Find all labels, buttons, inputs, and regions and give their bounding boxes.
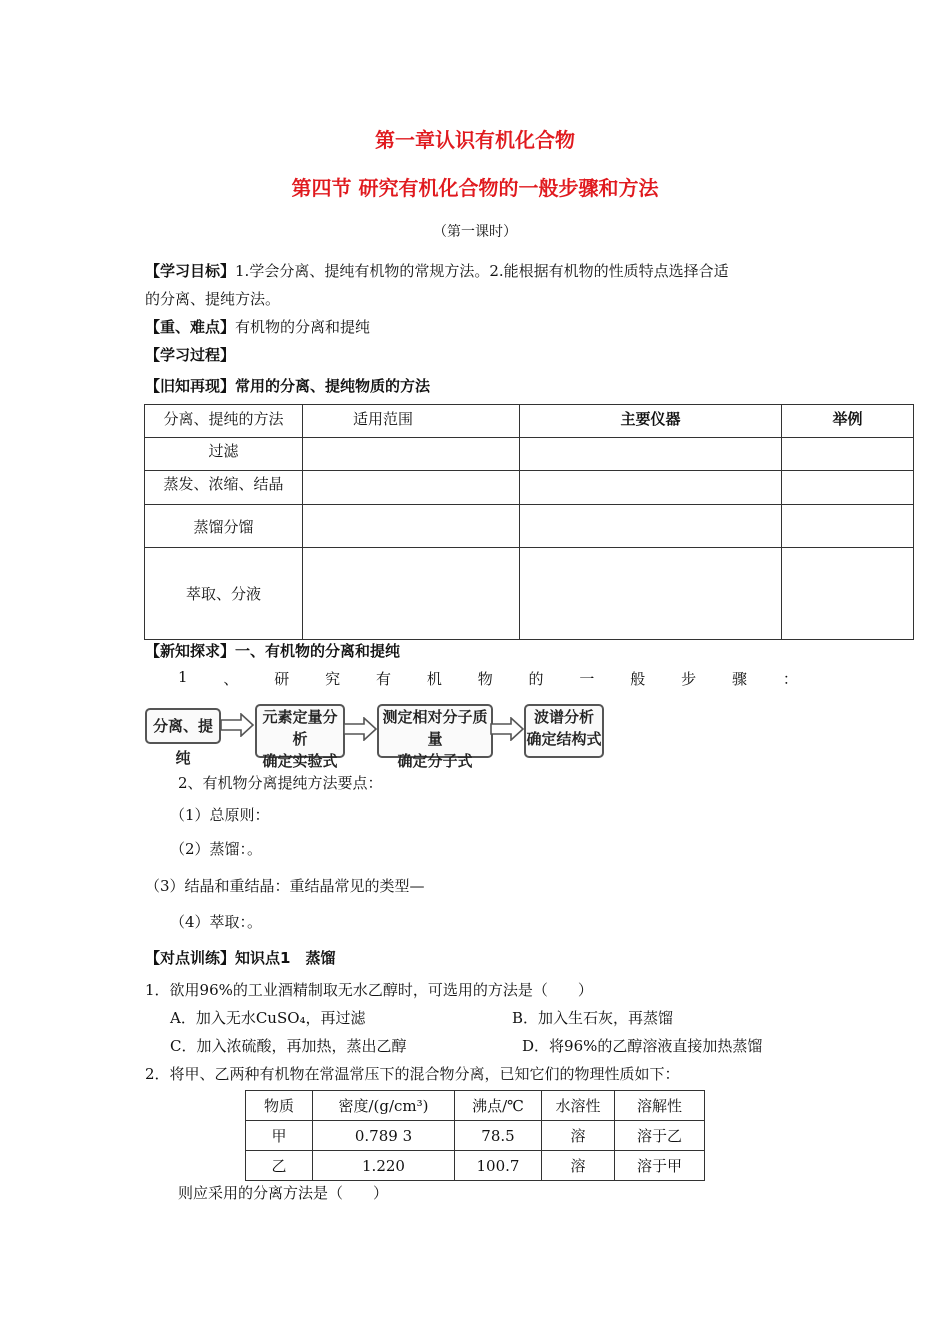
steps-char: 1 [178, 668, 188, 686]
table-row [145, 505, 914, 548]
key-points [145, 316, 370, 337]
review-heading: 【旧知再现】常用的分离、提纯物质的方法 [145, 377, 431, 395]
table-row [145, 438, 914, 471]
arrow-right-icon [219, 713, 255, 737]
cell: 溶 [542, 1121, 615, 1151]
q2-after: 则应采用的分离方法是（ ） [178, 1184, 389, 1202]
q2-stem: 2．将甲、乙两种有机物在常温常压下的混合物分离，已知它们的物理性质如下： [145, 1065, 680, 1083]
col-density: 密度/(g/cm³) [313, 1091, 455, 1121]
flow-step-label: 波谱分析 [533, 708, 594, 726]
q1-option-b: B．加入生石灰，再蒸馏 [512, 1009, 674, 1027]
chapter-title: 第一章认识有机化合物 [375, 128, 575, 152]
point-2-1: （1）总原则： [170, 806, 270, 824]
table-header-row [246, 1091, 705, 1121]
table-header-row [145, 405, 914, 438]
col-solubility: 溶解性 [615, 1091, 705, 1121]
steps-heading [178, 668, 798, 689]
lesson-label: （第一课时） [433, 224, 517, 240]
header-instrument: 主要仪器 [520, 405, 782, 438]
flow-step-label: 分离、提纯 [152, 717, 213, 767]
header-method: 分离、提纯的方法 [145, 405, 303, 438]
methods-table [144, 404, 914, 640]
cell: 0.789 3 [313, 1121, 455, 1151]
steps-char: 物 [477, 670, 493, 688]
flow-step-label: 元素定量分析 [262, 708, 338, 748]
properties-table [245, 1090, 705, 1181]
process-heading: 【学习过程】 [145, 346, 236, 364]
table-row [246, 1151, 705, 1181]
steps-char: ： [782, 670, 798, 688]
col-water-solubility: 水溶性 [542, 1091, 615, 1121]
q1-option-c: C．加入浓硫酸，再加热，蒸出乙醇 [170, 1037, 407, 1055]
steps-char: 的 [528, 670, 544, 688]
steps-char: 步 [681, 670, 697, 688]
header-scope: 适用范围 [303, 405, 520, 438]
method-distill: 蒸馏分馏 [145, 505, 303, 548]
flow-step-label: 确定实验式 [262, 752, 338, 770]
steps-char: 究 [325, 670, 341, 688]
key-points-label: 【重、难点】 [145, 318, 236, 336]
section-title: 第四节 研究有机化合物的一般步骤和方法 [291, 176, 659, 200]
steps-char: 般 [630, 670, 646, 688]
point-2-3: （3）结晶和重结晶：重结晶常见的类型— [145, 877, 425, 895]
flow-step-spectra [524, 704, 604, 758]
steps-char: 骤 [731, 670, 747, 688]
flow-step-elemental [255, 704, 345, 770]
header-example: 举例 [782, 405, 914, 438]
training-heading: 【对点训练】知识点1 蒸馏 [145, 949, 336, 967]
cell: 溶 [542, 1151, 615, 1181]
explore-heading: 【新知探求】一、有机物的分离和提纯 [145, 642, 401, 660]
method-evaporate: 蒸发、浓缩、结晶 [145, 471, 303, 505]
table-row [145, 471, 914, 505]
col-substance: 物质 [246, 1091, 313, 1121]
table-row [246, 1121, 705, 1151]
steps-char: 一 [579, 670, 595, 688]
point-2-2: （2）蒸馏：。 [170, 840, 263, 858]
point-2-4: （4）萃取：。 [170, 913, 263, 931]
cell: 乙 [246, 1151, 313, 1181]
q1-option-d: D．将96%的乙醇溶液直接加热蒸馏 [522, 1037, 763, 1055]
q1-option-a: A．加入无水CuSO₄，再过滤 [170, 1009, 366, 1027]
q1-stem: 1．欲用96%的工业酒精制取无水乙醇时，可选用的方法是（ ） [145, 981, 593, 999]
flow-step-separate [145, 708, 221, 767]
arrow-right-icon [342, 717, 378, 741]
cell: 甲 [246, 1121, 313, 1151]
table-row [145, 548, 914, 640]
arrow-right-icon [489, 717, 525, 741]
flow-step-label: 测定相对分子质量 [382, 708, 488, 748]
learning-goals [145, 260, 729, 281]
cell: 溶于甲 [615, 1151, 705, 1181]
goals-line2: 的分离、提纯方法。 [145, 290, 281, 308]
point-2: 2、有机物分离提纯方法要点： [178, 774, 383, 792]
steps-char: 机 [426, 670, 442, 688]
goals-line1: 1.学会分离、提纯有机物的常规方法。2.能根据有机物的性质特点选择合适 [235, 262, 729, 280]
col-boiling-point: 沸点/℃ [455, 1091, 542, 1121]
flow-step-molar-mass [377, 704, 493, 770]
cell: 1.220 [313, 1151, 455, 1181]
flow-step-label: 确定分子式 [397, 752, 473, 770]
key-points-text: 有机物的分离和提纯 [235, 318, 371, 336]
goals-label: 【学习目标】 [145, 262, 236, 280]
method-filter: 过滤 [145, 438, 303, 471]
cell: 78.5 [455, 1121, 542, 1151]
steps-char: 、 [223, 670, 239, 688]
cell: 100.7 [455, 1151, 542, 1181]
flow-step-label: 确定结构式 [526, 730, 602, 748]
method-extract: 萃取、分液 [145, 548, 303, 640]
cell: 溶于乙 [615, 1121, 705, 1151]
steps-char: 有 [375, 670, 391, 688]
steps-char: 研 [274, 670, 290, 688]
